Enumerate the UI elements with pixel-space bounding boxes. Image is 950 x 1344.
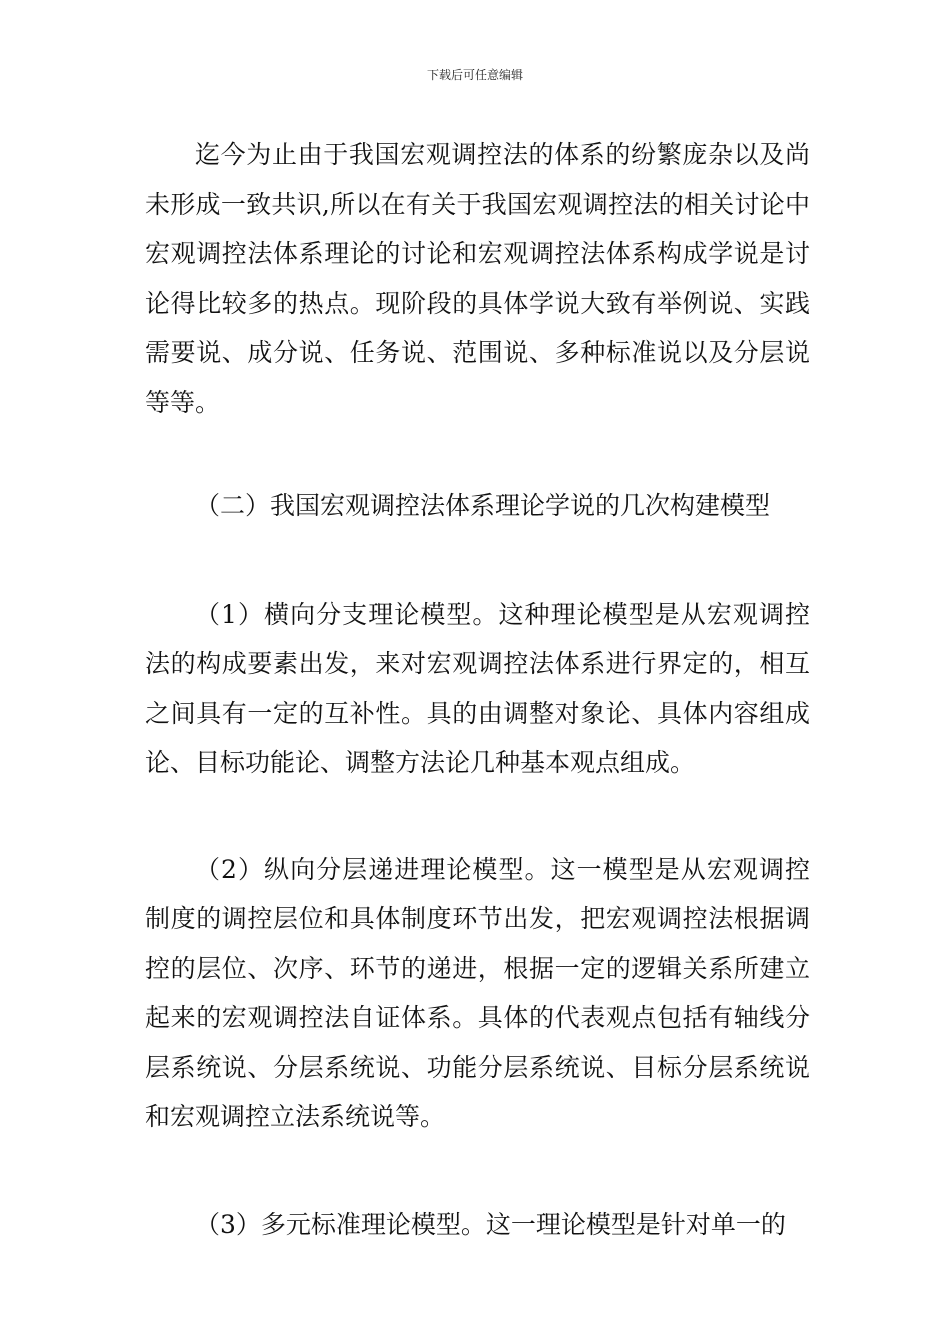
paragraph-intro: 迄今为止由于我国宏观调控法的体系的纷繁庞杂以及尚未形成一致共识,所以在有关于我国宏观调控法的相关讨论中宏观调控法体系理论的讨论和宏观调控法体系构成学说是讨论得比较多的热点。现阶段的具体学说大致有举例说、实践需要说、成分说、任务说、范围说、多种标准说以及分层说等等。 <box>145 140 810 417</box>
section-heading: （二）我国宏观调控法体系理论学说的几次构建模型 <box>195 491 771 520</box>
paragraph-model-3: （3）多元标准理论模型。这一理论模型是针对单一的 <box>195 1209 786 1239</box>
paragraph-model-1: （1）横向分支理论模型。这种理论模型是从宏观调控法的构成要素出发，来对宏观调控法体系进行界定的，相互之间具有一定的互补性。具的由调整对象论、具体内容组成论、目标功能论、调整方法论几种基本观点组成。 <box>145 599 810 777</box>
paragraph-model-2: （2）纵向分层递进理论模型。这一模型是从宏观调控制度的调控层位和具体制度环节出发，把宏观调控法根据调控的层位、次序、环节的递进，根据一定的逻辑关系所建立起来的宏观调控法自证体系。具体的代表观点包括有轴线分层系统说、分层系统说、功能分层系统说、目标分层系统说和宏观调控立法系统说等。 <box>145 854 810 1131</box>
document-body <box>145 130 810 1249</box>
page-header: 下载后可任意编辑 <box>426 68 523 82</box>
